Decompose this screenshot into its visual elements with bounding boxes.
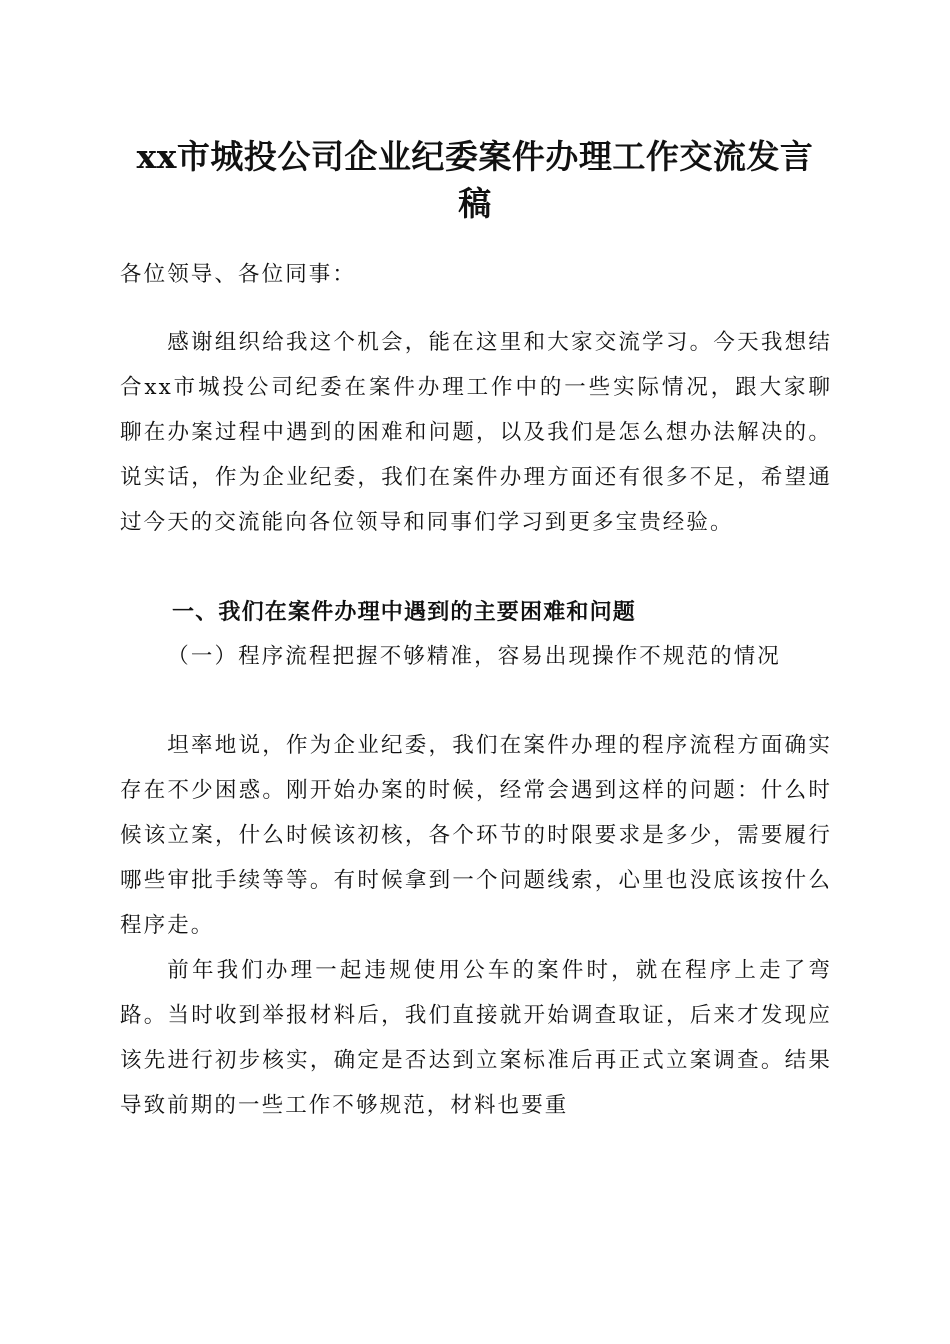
subsection-heading-1: （一）程序流程把握不够精准，容易出现操作不规范的情况 bbox=[167, 644, 781, 669]
section-heading-1: 一、我们在案件办理中遇到的主要困难和问题 bbox=[172, 600, 637, 625]
paragraph-procedure: 坦率地说，作为企业纪委，我们在案件办理的程序流程方面确实存在不少困惑。刚开始办案的时候，经常会遇到这样的问题：什么时候该立案，什么时候该初核，各个环节的时限要求是多少，需要履行哪些审批手续等等。有时候拿到一个问题线索，心里也没底该按什么程序走。 bbox=[120, 733, 832, 938]
document-title: xx市城投公司企业纪委案件办理工作交流发言稿 bbox=[136, 137, 814, 223]
paragraph-intro: 感谢组织给我这个机会，能在这里和大家交流学习。今天我想结合xx市城投公司纪委在案件办理工作中的一些实际情况，跟大家聊聊在办案过程中遇到的困难和问题，以及我们是怎么想办法解决的。说实话，作为企业纪委，我们在案件办理方面还有很多不足，希望通过今天的交流能向各位领导和同事们学习到更多宝贵经验。 bbox=[120, 330, 832, 535]
salutation: 各位领导、各位同事： bbox=[120, 262, 357, 287]
paragraph-case-example: 前年我们办理一起违规使用公车的案件时，就在程序上走了弯路。当时收到举报材料后，我们直接就开始调查取证，后来才发现应该先进行初步核实，确定是否达到立案标准后再正式立案调查。结果导致前期的一些工作不够规范，材料也要重 bbox=[120, 958, 832, 1118]
